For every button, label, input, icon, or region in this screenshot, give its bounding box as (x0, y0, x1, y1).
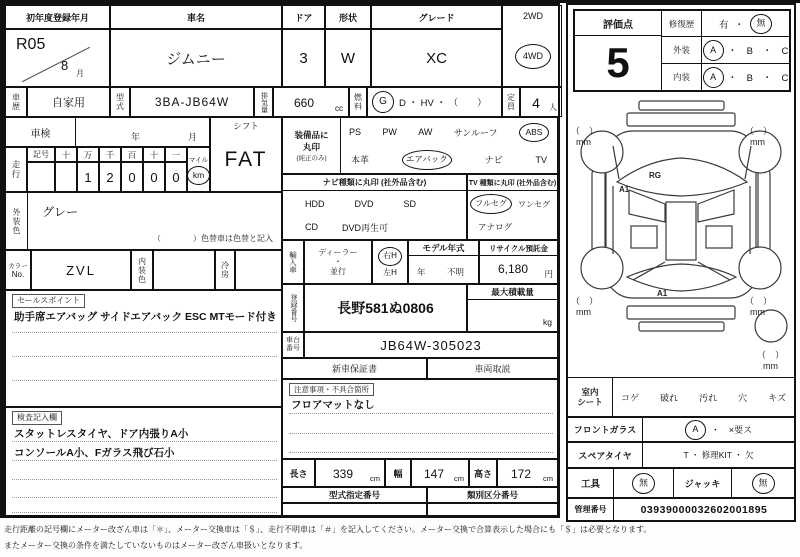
navi-cd: CD (305, 222, 318, 232)
caution-box (282, 379, 558, 459)
displacement-label: 排気量 (254, 87, 273, 117)
import-dot: ・ (334, 257, 342, 267)
registration-number-value: 長野581ぬ0806 (304, 284, 467, 332)
equipment-label-cell (283, 118, 341, 173)
chassis-label-1: 車台 (286, 337, 300, 345)
evaluation-table (573, 9, 791, 92)
seat-item-yabure: 破れ (660, 392, 679, 403)
max-load-cell (467, 284, 558, 332)
handle-cell (372, 240, 408, 284)
repair-dot: ・ (734, 19, 745, 31)
caution-label: 注意事項・不具合箇所 (289, 383, 374, 396)
shape-label: 形状 (325, 5, 371, 29)
first-registration-label: 初年度登録年月 (5, 5, 110, 29)
digit-value-5: 0 (165, 162, 187, 192)
tool-none-circled: 無 (632, 473, 655, 494)
digit-value-3: 0 (121, 162, 143, 192)
exterior-color-label: 外装色 (6, 193, 28, 249)
management-number-value: 03939000032602001895 (613, 498, 794, 520)
inspection-notes-label: 検査記入欄 (12, 411, 62, 425)
exterior-grade-label: 外装 (662, 37, 702, 64)
interior-grade-bc: ・ B ・ C (727, 73, 789, 84)
door-value: 3 (282, 29, 325, 87)
equip-airbag-circled: エアバック (402, 150, 452, 170)
left-door-panel (629, 190, 665, 222)
evaluation-score: 5 (575, 36, 662, 90)
dotted-line (12, 380, 277, 381)
digit-header-0: 十 (55, 147, 77, 162)
car-name-value: ジムニー (110, 29, 282, 87)
interior-color-value (153, 250, 215, 290)
equip-tv: TV (535, 154, 547, 165)
recycle-header: リサイクル預託金 (480, 241, 557, 256)
windshield-condition-cell (642, 417, 794, 442)
type-number-value (282, 503, 427, 516)
panel-right (566, 3, 796, 522)
front-bumper (627, 113, 735, 126)
import-dealer: ディーラー (318, 248, 358, 258)
tire-depth-paren-rr: （ ） (745, 296, 773, 306)
tire-depth-paren-rl: （ ） (571, 296, 599, 306)
chassis-label-cell (282, 332, 304, 358)
model-code-value: 3BA-JB64W (130, 87, 254, 117)
exterior-grade-bc: ・ B ・ C (727, 46, 789, 57)
car-name-label: 車名 (110, 5, 282, 29)
digit-value-1: 1 (77, 162, 99, 192)
month-unit: 月 (76, 69, 84, 78)
interior-color-label: 内装色 (131, 250, 153, 290)
type-number-label: 型式指定番号 (282, 487, 427, 503)
equipment-label-3: (純正のみ) (296, 155, 327, 162)
shift-value: FAT (224, 148, 268, 171)
seat-condition-cell (612, 377, 794, 417)
width-label: 幅 (385, 459, 411, 487)
digit-header-3: 百 (121, 147, 143, 162)
chassis-label-2: 番号 (286, 345, 300, 352)
management-number-label: 管理番号 (568, 498, 614, 520)
shaken-label: 車検 (6, 118, 76, 146)
front-bumper-strip (639, 101, 724, 110)
displacement-cell (273, 87, 349, 117)
mile-label: マイル (188, 156, 209, 164)
model-code-label: 型式 (110, 87, 130, 117)
equip-leather: 本革 (351, 155, 370, 165)
tv-analog: アナログ (478, 222, 513, 232)
evaluation-score-label: 評価点 (575, 11, 662, 36)
rear-glass (627, 264, 736, 291)
sales-point-box (5, 290, 282, 407)
tire-depth-paren-fl: （ ） (571, 126, 599, 136)
height-value: 172 (510, 467, 532, 481)
drive-2wd: 2WD (523, 11, 543, 21)
equip-abs-circled: ABS (519, 123, 549, 142)
shaken-month-label: 月 (188, 132, 198, 142)
damage-mark-rg: RG (649, 171, 661, 180)
equip-pw: PW (382, 127, 397, 137)
dotted-line (289, 433, 553, 434)
navi-dvd: DVD (354, 199, 374, 209)
digit-header-2: 千 (99, 147, 121, 162)
sales-point-text: 助手席エアバッグ サイドエアバック ESC MTモード付き (14, 311, 277, 323)
first-registration-month: 8 (61, 58, 69, 73)
windshield (617, 158, 747, 196)
equipment-label-1: 装備品に (294, 130, 329, 140)
dotted-line (12, 479, 277, 480)
footer-note-line2: またメーター交換の条件を満たしていないものはメーター改ざん車扱いとなります。 (4, 541, 308, 550)
digit-value-4: 0 (143, 162, 165, 192)
tv-type-box (467, 174, 558, 240)
equipment-box (282, 117, 558, 174)
length-unit: cm (370, 474, 380, 483)
door-label: ドア (282, 5, 325, 29)
equip-navi: ナビ (484, 155, 503, 165)
capacity-label: 定員 (502, 87, 520, 117)
shift-cell (210, 117, 282, 192)
digit-header-1: 万 (77, 147, 99, 162)
model-year-value: 不明 (447, 267, 465, 277)
inspection-note-2: コンソールA小、Fガラス飛び石小 (14, 447, 175, 459)
chassis-value: JB64W-305023 (304, 332, 558, 358)
repair-history-label: 修復歴 (662, 11, 702, 37)
tire-depth-mm-fl: mm (576, 137, 591, 147)
windshield-a-circled: A (685, 420, 706, 440)
import-parallel: 並行 (330, 266, 346, 276)
interior-grade-label: 内装 (662, 64, 702, 90)
interior-grade-a-circled: A (703, 67, 724, 88)
right-door-panel (698, 190, 734, 222)
rear-bumper-strip (639, 322, 724, 331)
repair-yes: 有 (718, 19, 729, 31)
navi-hdd: HDD (305, 199, 325, 209)
model-year-cell (408, 240, 479, 284)
jack-value-cell (731, 468, 794, 498)
spare-tire-value: T ・ 修理KIT ・ 欠 (642, 442, 794, 468)
dotted-line (12, 512, 277, 513)
tire-depth-mm-fr: mm (750, 137, 765, 147)
aircon-label: 冷房 (215, 250, 235, 290)
max-load-header: 最大積載量 (468, 285, 557, 300)
mileage-label: 走行 (5, 147, 27, 192)
grade-value: XC (371, 29, 502, 87)
sales-point-label: セールスポイント (12, 294, 85, 308)
capacity-cell (520, 87, 562, 117)
mileage-symbol-header: 記号 (27, 147, 55, 162)
height-cell (497, 459, 558, 487)
equip-aw: AW (418, 127, 433, 137)
seat-item-yogore: 汚れ (699, 392, 718, 403)
handle-left: 左H (383, 267, 397, 277)
manual-cell: 車両取説 (427, 358, 558, 379)
spare-tire-label: スペアタイヤ (568, 442, 643, 468)
height-label: 高さ (469, 459, 497, 487)
equip-sunroof: サンルーフ (453, 127, 498, 138)
dotted-line (12, 356, 277, 357)
capacity-value: 4 (532, 95, 540, 111)
capacity-unit: 人 (549, 103, 557, 112)
dotted-line (289, 413, 553, 414)
windshield-label: フロントガラス (568, 417, 643, 442)
class-number-label: 類別区分番号 (427, 487, 558, 503)
color-change-note: （ ）色替車は色替と記入 (153, 234, 273, 243)
history-value: 自家用 (27, 87, 110, 117)
shift-label: シフト (233, 121, 259, 131)
dotted-line (12, 332, 277, 333)
dotted-line (12, 497, 277, 498)
inspection-notes-box (5, 407, 282, 516)
max-load-unit: kg (543, 317, 552, 327)
left-seat (631, 226, 657, 248)
repair-no-circled: 無 (750, 14, 772, 34)
seat-item-kizu: キズ (768, 392, 786, 403)
equip-ps: PS (349, 127, 362, 137)
fuel-options: D ・ HV ・ （ ） (399, 98, 487, 109)
equipment-label-2: 丸印 (302, 142, 320, 152)
footer-note-line1: 走行距離の記号欄にメーター改ざん車は「＊」、メーター交換車は「＄」、走行不明車は「＃」を記入してください。メーター交換で合算表示した場合にも「＄」は必要となります。 (4, 525, 652, 534)
dotted-line (289, 452, 553, 453)
seat-item-koge: コゲ (621, 392, 640, 403)
navi-type-header: ナビ種類に丸印 (社外品含む) (283, 175, 466, 191)
no-label: No. (11, 270, 25, 279)
digit-value-0 (55, 162, 77, 192)
width-value: 147 (423, 467, 445, 481)
width-cell (411, 459, 469, 487)
displacement-unit: cc (335, 104, 343, 113)
model-year-year: 年 (417, 267, 426, 277)
warranty-cell: 新車保証書 (282, 358, 427, 379)
width-unit: cm (454, 474, 464, 483)
tool-label: 工具 (568, 468, 614, 498)
registration-number-label: 登録番号 (282, 284, 304, 332)
dotted-line (12, 460, 277, 461)
car-body-outline (605, 131, 758, 298)
spare-depth-paren: （ ） (757, 350, 785, 360)
import-label: 輸入車 (282, 240, 304, 284)
navi-type-box (282, 174, 467, 240)
color-label: カラー (8, 263, 28, 270)
mileage-symbol-value (27, 162, 55, 192)
damage-mark-a1-bottom: A1 (657, 289, 668, 298)
recycle-cell (479, 240, 558, 284)
height-unit: cm (543, 474, 553, 483)
recycle-value: 6,180 (497, 262, 529, 276)
rear-pillar-lines (633, 262, 730, 280)
navi-sd: SD (403, 199, 417, 209)
tv-type-header: TV 種類に丸印 (社外品含む) (468, 175, 557, 191)
caution-text: フロアマットなし (291, 399, 375, 411)
center-console (666, 202, 696, 260)
dotted-line (12, 441, 277, 442)
model-year-header: モデル年式 (409, 241, 478, 256)
km-circled: km (187, 166, 210, 185)
right-seat (706, 226, 732, 248)
first-registration-cell (5, 29, 110, 87)
jack-label: ジャッキ (673, 468, 732, 498)
color-no-value: ZVL (31, 250, 131, 290)
digit-header-4: 十 (143, 147, 165, 162)
rear-left-wheel (581, 247, 623, 289)
fuel-gasoline-circled: G (372, 91, 394, 113)
history-label: 車歴 (5, 87, 27, 117)
first-registration-year: R05 (16, 36, 46, 53)
exterior-color-value: グレー (42, 205, 79, 219)
damage-mark-a1-left: A1 (619, 185, 630, 194)
sheet-main (3, 3, 560, 518)
seat-label-cell (568, 377, 613, 417)
import-dealer-cell (304, 240, 372, 284)
exterior-grade-a-circled: A (703, 40, 724, 61)
fuel-label: 燃料 (349, 87, 367, 117)
shaken-box (5, 117, 210, 147)
tire-depth-mm-rl: mm (576, 307, 591, 317)
seat-label-2: シート (577, 397, 603, 407)
tv-oneseg: ワンセグ (518, 199, 550, 209)
drive-4wd-circled: 4WD (515, 44, 551, 69)
fuel-cell (367, 87, 502, 117)
grade-label: グレード (371, 5, 502, 29)
inspection-note-1: スタットレスタイヤ、ドア内張りA小 (14, 428, 189, 440)
navi-dvd-play: DVD再生可 (342, 222, 389, 233)
color-no-label-cell (5, 250, 31, 290)
aircon-value (235, 250, 282, 290)
tool-value-cell (613, 468, 674, 498)
displacement-value: 660 (293, 96, 315, 110)
length-label: 長さ (282, 459, 315, 487)
length-cell (315, 459, 385, 487)
exterior-color-box (5, 192, 282, 250)
windshield-rest: ・ ×要ス (710, 425, 753, 435)
seat-item-ana: 穴 (738, 392, 748, 403)
rear-right-wheel (739, 247, 781, 289)
tire-depth-paren-fr: （ ） (745, 126, 773, 136)
length-value: 339 (332, 467, 354, 481)
mile-km-cell (187, 147, 210, 192)
digit-header-5: 一 (165, 147, 187, 162)
class-number-value (427, 503, 558, 516)
drive-type-cell (502, 5, 562, 87)
seat-label-1: 室内 (581, 386, 599, 397)
recycle-unit: 円 (544, 269, 553, 279)
digit-value-2: 2 (99, 162, 121, 192)
hood-lines (613, 146, 751, 179)
tv-fullseg-circled: フルセグ (470, 194, 512, 214)
shape-value: W (325, 29, 371, 87)
car-damage-diagram (569, 94, 793, 376)
tire-depth-mm-rr: mm (750, 307, 765, 317)
jack-none-circled: 無 (752, 473, 775, 494)
handle-right-circled: 右H (378, 247, 402, 266)
shaken-year-label: 年 (131, 132, 141, 142)
rear-bumper (627, 306, 735, 319)
spare-depth-mm: mm (763, 361, 778, 371)
